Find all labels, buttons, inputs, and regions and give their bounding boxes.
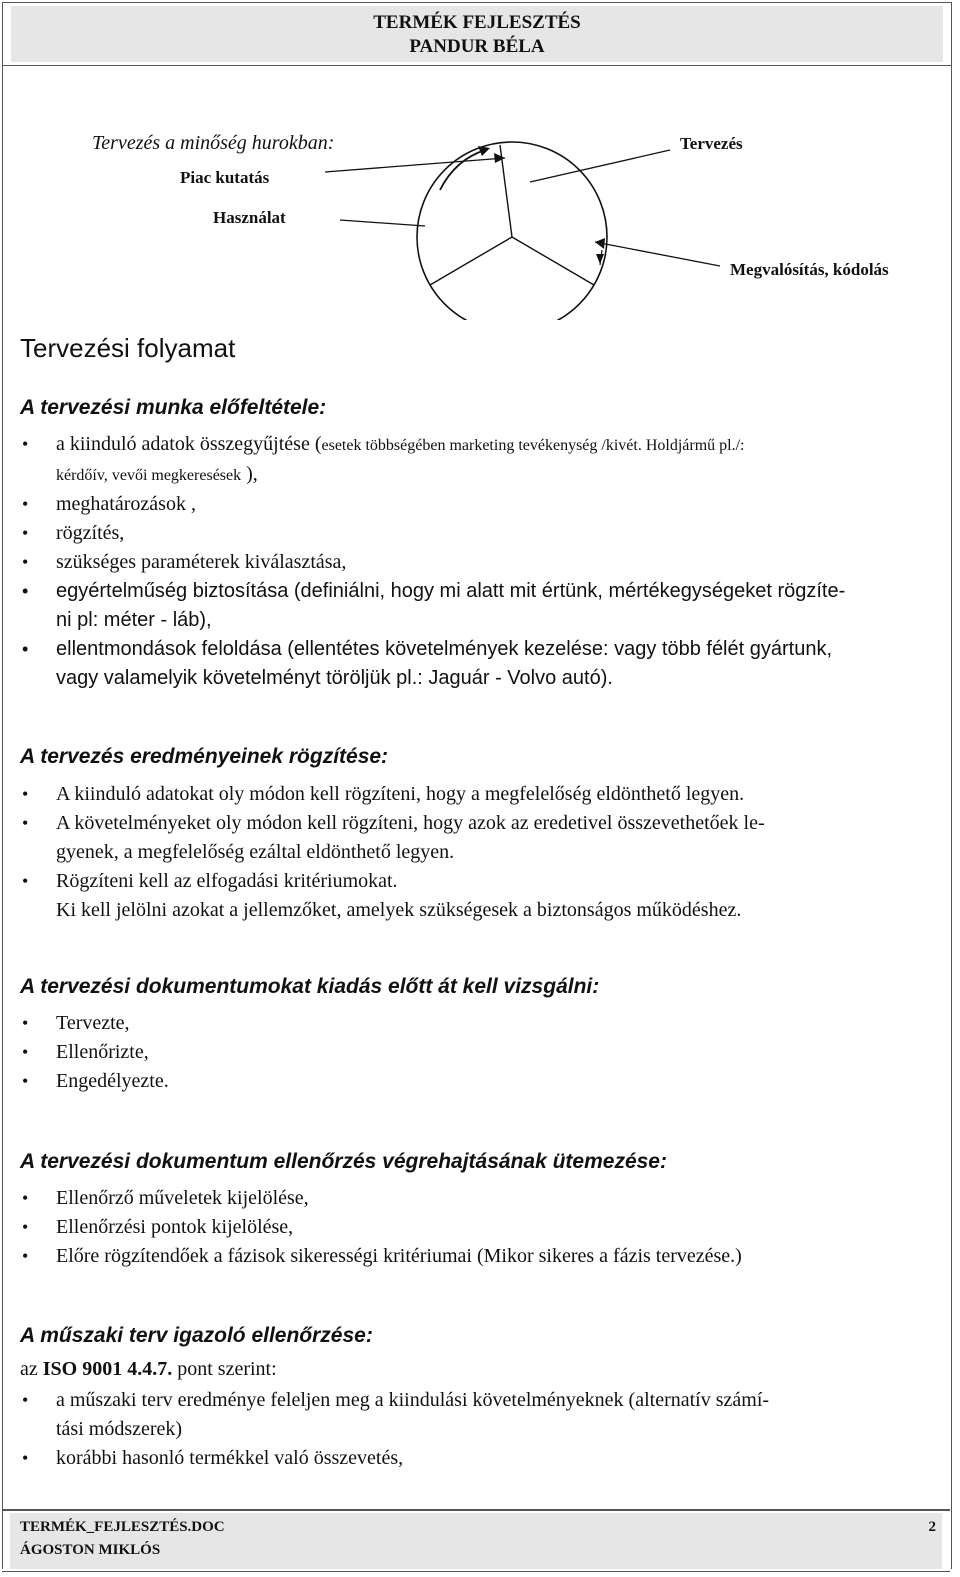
heading-results: A tervezés eredményeinek rögzítése:: [20, 745, 389, 768]
standard-ref: ISO 9001 4.4.7.: [42, 1358, 173, 1380]
pointer-line: [325, 158, 505, 172]
item-text: Rögzíteni kell az elfogadási kritériumokat.: [56, 870, 398, 892]
arrow-head: [595, 238, 605, 249]
item-text: tási módszerek): [56, 1418, 183, 1440]
list-item: • rögzítés,: [20, 519, 845, 548]
list-item: • szükséges paraméterek kiválasztása,: [20, 548, 845, 577]
item-note: kérdőív, vevői megkeresések: [56, 467, 242, 484]
prerequisites-list: [20, 430, 845, 693]
list-item: • Ellenőrző műveletek kijelölése,: [20, 1184, 742, 1213]
list-item: • Előre rögzítendőek a fázisok sikerességi kritériumai (Mikor sikeres a fázis tervezése.): [20, 1242, 742, 1271]
label-megvalositas: Megvalósítás, kódolás: [730, 260, 889, 279]
label-piac-kutatas: Piac kutatás: [180, 168, 270, 187]
review-list: [20, 1009, 169, 1096]
item-text: gyenek, a megfelelőség ezáltal eldönthető legyen.: [56, 841, 455, 863]
item-text: A kiinduló adatokat oly módon kell rögzíteni, hogy a megfelelőség eldönthető legyen.: [56, 783, 745, 805]
verification-intro: az ISO 9001 4.4.7. pont szerint:: [20, 1358, 277, 1380]
item-text: Ki kell jelölni azokat a jellemzőket, amelyek szükségesek a biztonságos működéshez.: [56, 899, 742, 921]
item-text: ni pl: méter - láb),: [56, 609, 212, 631]
list-item: • meghatározások ,: [20, 490, 845, 519]
list-item: [20, 577, 845, 635]
page-footer: [2, 1509, 950, 1572]
loop-drawing: [0, 0, 960, 320]
loop-circle: [417, 142, 607, 320]
heading-verification: A műszaki terv igazoló ellenőrzése:: [20, 1324, 373, 1347]
item-text: egyértelműség biztosítása (definiálni, hogy mi alatt mit értünk, mértékegységeket rögzíte-: [56, 580, 846, 602]
results-list: [20, 780, 765, 925]
list-item: [20, 430, 845, 490]
item-text: a műszaki terv eredménye feleljen meg a kiindulási követelményeknek (alternatív számí-: [56, 1389, 770, 1411]
label-hasznalat: Használat: [213, 208, 286, 227]
heading-schedule: A tervezési dokumentum ellenőrzés végrehajtásának ütemezése:: [20, 1150, 667, 1173]
item-note: esetek többségében marketing tevékenység /kivét. Holdjármű pl./:: [321, 437, 745, 454]
item-text: vagy valamelyik követelményt töröljük pl.: Jaguár - Volvo autó).: [56, 667, 613, 689]
list-item: [20, 809, 765, 867]
verification-list: [20, 1386, 769, 1473]
list-item: [20, 635, 845, 693]
list-item: • Engedélyezte.: [20, 1067, 169, 1096]
heading-prerequisites: A tervezési munka előfeltétele:: [20, 396, 327, 419]
header-title: TERMÉK FEJLESZTÉS: [373, 12, 581, 33]
item-text: a kiinduló adatok összegyűjtése (: [56, 433, 322, 455]
list-item: [20, 780, 765, 809]
item-text: ),: [241, 463, 258, 485]
item-text: korábbi hasonló termékkel való összevetés,: [56, 1447, 404, 1469]
diagram-caption: Tervezés a minőség hurokban:: [92, 132, 335, 154]
pointer-line: [595, 242, 720, 266]
list-item: • Ellenőrzési pontok kijelölése,: [20, 1213, 742, 1242]
pointer-line: [530, 150, 670, 182]
page-number: 2: [928, 1519, 936, 1535]
label-tervezes: Tervezés: [680, 134, 743, 153]
loop-spoke: [512, 237, 594, 285]
arrow-head: [494, 153, 505, 163]
header-author: PANDUR BÉLA: [409, 36, 545, 57]
pointer-line: [340, 220, 425, 226]
list-item: [20, 1386, 769, 1444]
list-item: • Ellenőrizte,: [20, 1038, 169, 1067]
list-item: [20, 1444, 769, 1473]
heading-review: A tervezési dokumentumokat kiadás előtt át kell vizsgálni:: [20, 975, 600, 998]
list-item: • Tervezte,: [20, 1009, 169, 1038]
loop-spoke: [430, 237, 512, 285]
item-text: A követelményeket oly módon kell rögzíteni, hogy azok az eredetivel összevethetőek le-: [56, 812, 765, 834]
section-title: Tervezési folyamat: [20, 333, 236, 363]
schedule-list: [20, 1184, 742, 1271]
list-item: [20, 867, 765, 925]
footer-author: ÁGOSTON MIKLÓS: [20, 1542, 161, 1558]
footer-filename: TERMÉK_FEJLESZTÉS.DOC: [20, 1519, 225, 1535]
item-text: ellentmondások feloldása (ellentétes követelmények kezelése: vagy több félét gyártunk,: [56, 638, 833, 660]
